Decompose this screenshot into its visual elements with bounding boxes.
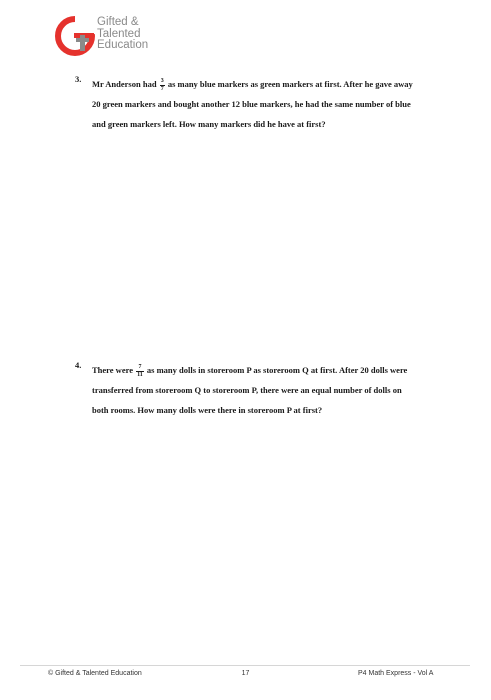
logo-line-3: Education (97, 39, 149, 51)
question-line-1 (92, 74, 452, 94)
text-after-fraction: as many blue markers as green markers at first. After he gave away (167, 79, 413, 89)
question-line-1 (92, 360, 452, 380)
logo-line-1: Gifted & (97, 16, 139, 28)
question-number: 4. (75, 360, 82, 370)
text-after-fraction: as many dolls in storeroom P as storeroom Q at first. After 20 dolls were (146, 365, 408, 375)
text-before-fraction: There were (92, 365, 133, 375)
fraction-denominator: 11 (137, 371, 143, 378)
fraction-numerator: 3 (160, 78, 164, 85)
footer-book-title: P4 Math Express - Vol A (358, 670, 434, 677)
gt-monogram-icon (55, 14, 97, 58)
question-line-3: and green markers left. How many markers did he have at first? (92, 119, 326, 129)
question-line-3: both rooms. How many dolls were there in storeroom P at first? (92, 405, 323, 415)
page-number: 17 (241, 670, 250, 677)
question-number: 3. (75, 74, 82, 84)
text-before-fraction: Mr Anderson had (92, 79, 157, 89)
logo-wordmark (97, 17, 167, 52)
fraction-numerator: 7 (136, 364, 144, 372)
fraction (160, 78, 165, 92)
question-line-2: 20 green markers and bought another 12 blue markers, he had the same number of blue (92, 99, 411, 109)
question-text (92, 74, 452, 134)
footer-divider (20, 665, 470, 666)
question-line-2: transferred from storeroom Q to storeroom P, there were an equal number of dolls on (92, 385, 402, 395)
fraction-denominator: 7 (160, 85, 164, 92)
fraction (136, 364, 144, 378)
gifted-talented-education-logo (55, 14, 155, 60)
question-text (92, 360, 452, 420)
footer-copyright: © Gifted & Talented Education (48, 670, 142, 677)
logo-line-2: Talented (97, 27, 141, 40)
